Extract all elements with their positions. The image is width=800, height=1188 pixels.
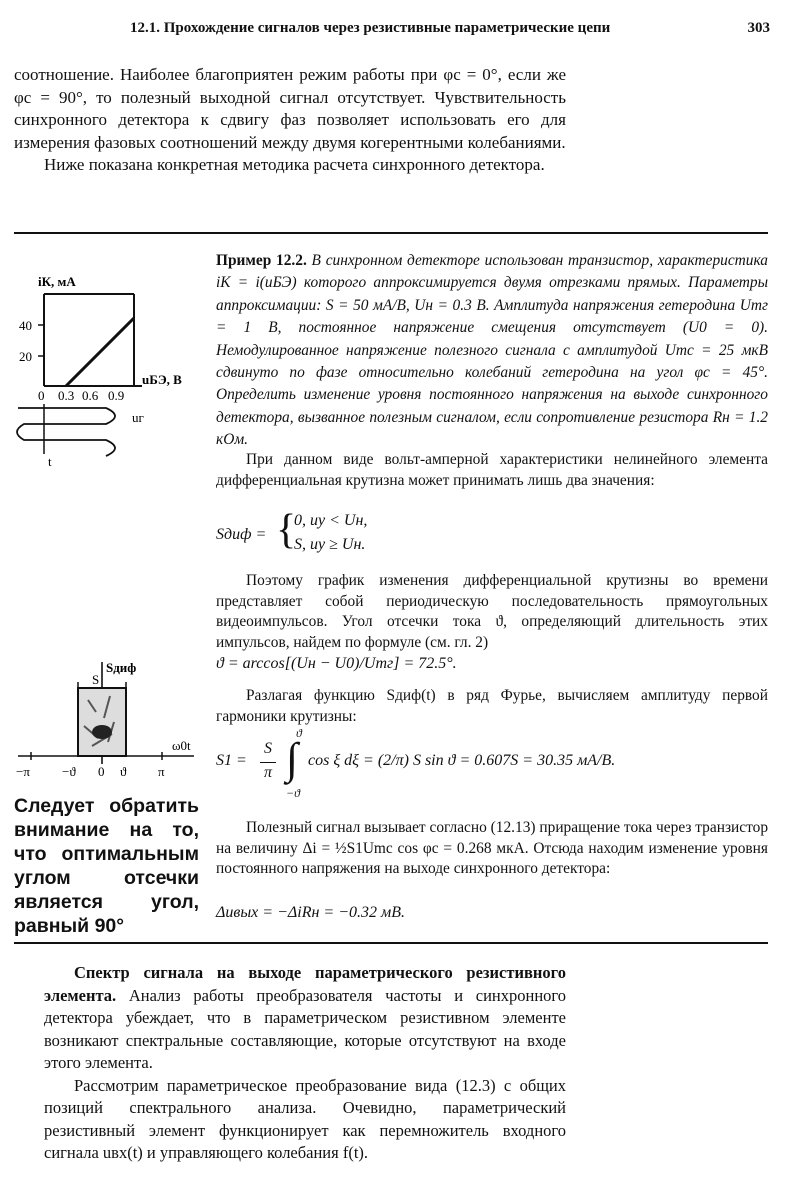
formula-s1-frac-line: [260, 762, 276, 763]
fig1-ylabel: iК, мА: [38, 274, 76, 289]
fig1-signal-label: uг: [132, 410, 144, 425]
intro-paragraph-1: соотношение. Наиболее благоприятен режим работы при φс = 0°, если же φс = 90°, то полезный выходной сигнал отсутствует. Чувствительность синхронного детектора к сдвигу фаз позволяет использовать его для измерения фазовых соотношений между двумя когерентными колебаниями.: [14, 65, 566, 152]
formula-s1-lower: −ϑ: [286, 786, 300, 800]
fig1-xtick-06: 0.6: [82, 388, 99, 403]
section-paragraph-2: Рассмотрим параметрическое преобразование вида (12.3) с общих позиций спектрального анализа. Очевидно, параметрический резистивный элемент функционирует как перемножитель входного сигнала uвх(t) и управляющего колебания f(t).: [44, 1075, 566, 1162]
figure-iv-characteristic: [14, 266, 214, 466]
fig2-level-label: S: [92, 672, 100, 687]
fig1-xtick-09: 0.9: [108, 388, 125, 403]
fig2-xtick-theta: ϑ: [120, 764, 127, 779]
fig2-ylabel: Sдиф: [106, 660, 137, 675]
formula-theta: ϑ = arccos[(Uн − U0)/Umг] = 72.5°.: [216, 655, 457, 672]
example-label: Пример 12.2.: [216, 252, 307, 269]
solution-paragraph-2: Поэтому график изменения дифференциальной крутизны во времени представляет собой периодическую последовательность прямоугольных видеоимпульсов. Угол отсечки тока ϑ, определяющий длительность этих импульсов, найдем по формуле (см. гл. 2): [216, 572, 768, 651]
formula-s1-den: π: [263, 764, 272, 781]
fig2-xtick-minus-theta: −ϑ: [62, 764, 76, 779]
brace-icon: {: [276, 507, 297, 553]
page-number: 303: [747, 20, 770, 36]
formula-s1: [216, 726, 768, 800]
section-heading: Спектр сигнала на выходе параметрического резистивного элемента.: [44, 963, 566, 1005]
header-title: 12.1. Прохождение сигналов через резистивные параметрические цепи: [130, 20, 611, 36]
example-block: [216, 250, 768, 452]
section-paragraph-1: Спектр сигнала на выходе параметрического резистивного элемента. Анализ работы преобразователя частоты и синхронного детектора убеждает, что в параметрическом резистивном элементе возникают спектральные составляющие, которые отсутствуют на входе этого элемента.: [44, 963, 567, 1072]
fig2-pulse: [78, 688, 126, 756]
fig1-heterodyne-wave: [17, 408, 115, 456]
solution-paragraph-4: Полезный сигнал вызывает согласно (12.13) приращение тока через транзистор на величину Δi = ½S1Umс cos φс = 0.268 мкА. Отсюда находим изменение уровня постоянного напряжения на выходе синхронного детектора:: [216, 819, 769, 877]
intro-text: [14, 64, 566, 177]
fig2-xtick-zero: 0: [98, 764, 105, 779]
fig1-xtick-03: 0.3: [58, 388, 75, 403]
section-text: [44, 962, 566, 1165]
formula-du: Δuвых = −ΔiRн = −0.32 мВ.: [216, 904, 405, 921]
fig2-xtick-pi: π: [158, 764, 165, 779]
integral-icon: ∫: [286, 734, 299, 783]
running-head: [130, 20, 770, 37]
fig1-characteristic-line: [66, 318, 134, 386]
fig2-xtick-minus-pi: −π: [16, 764, 30, 779]
divider-top: [14, 232, 768, 234]
solution-paragraph-1: При данном виде вольт-амперной характеристики нелинейного элемента дифференциальная крутизна может принимать лишь два значения:: [216, 451, 768, 489]
fig1-xtick-0: 0: [38, 388, 45, 403]
formula-s1-lhs: S1 =: [216, 752, 247, 769]
example-text: В синхронном детекторе использован транзистор, характеристика iК = i(uБЭ) которого аппроксимируется двумя отрезками прямых. Параметры аппроксимации: S = 50 мА/В, Uн = 0.3 В. Амплитуда напряжения гетеродина Umг = 1 В, постоянное напряжение смещения отсутствует (U0 = 0). Немодулированное напряжение полезного сигнала с амплитудой Umс = 25 мкВ сдвинуто по фазе относительно колебаний гетеродина на угол φс = 45°. Определить изменение уровня постоянного напряжения на выходе синхронного детектора, вызванное полезным сигналом, если сопротивление резистора Rн = 1.2 кОм.: [216, 252, 768, 449]
solution-paragraph-3: Разлагая функцию Sдиф(t) в ряд Фурье, вычисляем амплитуду первой гармоники крутизны:: [216, 687, 768, 725]
formula-s1-upper: ϑ: [296, 726, 302, 740]
fig1-ytick-40: 40: [19, 318, 32, 333]
fig2-xlabel: ω0t: [172, 738, 191, 753]
fig1-ytick-20: 20: [19, 349, 32, 364]
formula-sdif-case2: S, uу ≥ Uн.: [294, 536, 366, 553]
fig1-xlabel: uБЭ, В: [142, 372, 182, 387]
formula-sdif-case1: 0, uу < Uн,: [294, 512, 368, 529]
figure-sdif-pulses: [14, 660, 214, 784]
formula-sdif-lhs: Sдиф =: [216, 526, 267, 543]
intro-paragraph-2: Ниже показана конкретная методика расчета синхронного детектора.: [44, 155, 545, 175]
divider-bottom: [14, 942, 768, 944]
formula-s1-rhs: cos ξ dξ = (2/π) S sin ϑ = 0.607S = 30.35 мА/В.: [308, 752, 616, 769]
fig1-time-label: t: [48, 454, 52, 466]
side-note: Следует обратить внимание на то, что оптимальным углом отсечки является угол, равный 90°: [14, 795, 199, 937]
formula-s1-num: S: [264, 740, 272, 757]
